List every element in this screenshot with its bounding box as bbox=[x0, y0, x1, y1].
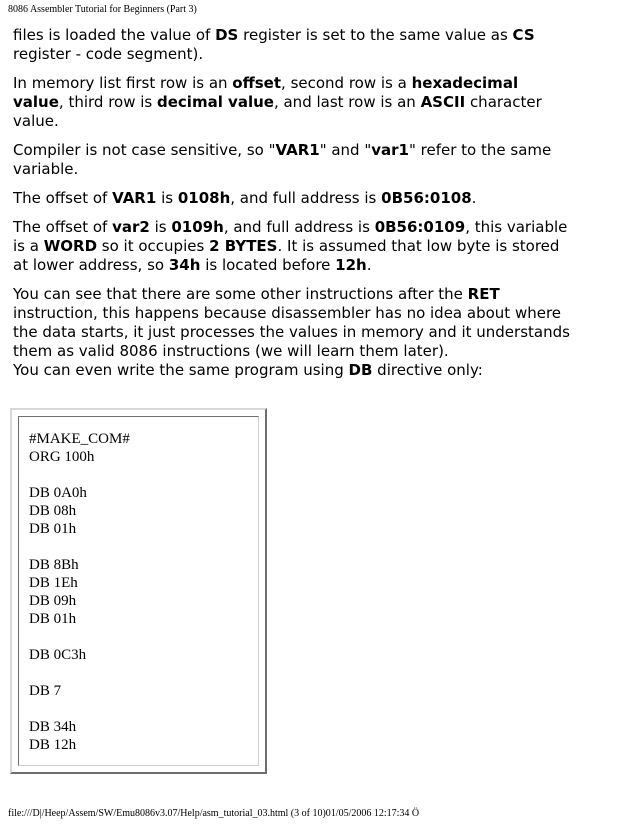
text-run: register is set to the same value as bbox=[238, 26, 513, 44]
page-header: 8086 Assembler Tutorial for Beginners (Part 3) bbox=[8, 4, 197, 15]
text-run: , third row is bbox=[58, 93, 157, 111]
text-run: " and " bbox=[319, 141, 372, 159]
text-run: so it occupies bbox=[97, 237, 210, 255]
paragraph bbox=[13, 361, 573, 380]
code-line: DB 0C3h bbox=[29, 647, 87, 663]
text-run: You can see that there are some other instructions after the bbox=[13, 285, 468, 303]
code-line: ORG 100h bbox=[29, 449, 95, 465]
paragraph bbox=[13, 74, 573, 131]
text-run: , second row is a bbox=[281, 74, 412, 92]
code-blank-line bbox=[29, 700, 130, 718]
bold-term: var2 bbox=[112, 218, 150, 236]
paragraph bbox=[13, 218, 573, 275]
bold-term: 0B56:0108 bbox=[381, 189, 472, 207]
text-run: . bbox=[366, 256, 372, 274]
bold-term: 0108h bbox=[177, 189, 231, 207]
code-blank-line bbox=[29, 628, 130, 646]
bold-term: 0B56:0109 bbox=[374, 218, 466, 236]
code-line: DB 0A0h bbox=[29, 485, 87, 501]
text-run: is bbox=[156, 189, 178, 207]
bold-term: 2 BYTES bbox=[209, 237, 278, 255]
text-run: files is loaded the value of bbox=[13, 26, 216, 44]
text-run: is located before bbox=[200, 256, 336, 274]
code-line: DB 7 bbox=[29, 683, 62, 699]
code-line: DB 01h bbox=[29, 521, 77, 537]
code-line: DB 01h bbox=[29, 611, 77, 627]
bold-term: 0109h bbox=[171, 218, 224, 236]
code-blank-line bbox=[29, 664, 130, 682]
text-run: The offset of bbox=[13, 189, 113, 207]
text-run: " refer to the same variable. bbox=[13, 141, 552, 178]
bold-term: DB bbox=[348, 361, 373, 379]
bold-term: WORD bbox=[43, 237, 98, 255]
bold-term: var1 bbox=[371, 141, 409, 159]
bold-term: ASCII bbox=[420, 93, 466, 111]
bold-term: CS bbox=[512, 26, 535, 44]
bold-term: hexadecimal value bbox=[13, 74, 519, 111]
paragraph bbox=[13, 189, 573, 208]
code-example-box bbox=[10, 408, 267, 774]
text-run: You can even write the same program using bbox=[13, 361, 349, 379]
text-run: . It is assumed that low byte is stored at lower address, so bbox=[13, 237, 560, 274]
code-line: DB 12h bbox=[29, 737, 77, 753]
text-run: Compiler is not case sensitive, so " bbox=[13, 141, 276, 159]
paragraph bbox=[13, 285, 573, 361]
text-run: is bbox=[149, 218, 172, 236]
text-run: The offset of bbox=[13, 218, 113, 236]
bold-term: DS bbox=[215, 26, 239, 44]
page-footer: file:///D|/Heep/Assem/SW/Emu8086v3.07/Help/asm_tutorial_03.html (3 of 10)01/05/2006 12:17:34 Ö bbox=[8, 808, 420, 819]
code-blank-line bbox=[29, 538, 130, 556]
code-line: DB 34h bbox=[29, 719, 77, 735]
bold-term: 12h bbox=[335, 256, 367, 274]
bold-term: offset bbox=[232, 74, 282, 92]
text-run: . bbox=[471, 189, 477, 207]
code-listing bbox=[29, 430, 130, 754]
text-run: , and full address is bbox=[223, 218, 375, 236]
bold-term: 34h bbox=[168, 256, 201, 274]
text-run: , and full address is bbox=[230, 189, 382, 207]
code-blank-line bbox=[29, 466, 130, 484]
text-run: character value. bbox=[13, 93, 542, 130]
text-run: directive only: bbox=[372, 361, 483, 379]
text-run: In memory list first row is an bbox=[13, 74, 233, 92]
text-run: register - code segment). bbox=[13, 45, 204, 63]
text-run: , and last row is an bbox=[273, 93, 421, 111]
paragraph bbox=[13, 26, 573, 64]
text-run: instruction, this happens because disassembler has no idea about where the data starts, it just processes the values in memory and it understands them as valid 8086 instructions (we will learn them later). bbox=[13, 304, 570, 360]
paragraph bbox=[13, 141, 573, 179]
bold-term: RET bbox=[467, 285, 500, 303]
code-line: DB 8Bh bbox=[29, 557, 79, 573]
bold-term: VAR1 bbox=[112, 189, 157, 207]
code-line: DB 09h bbox=[29, 593, 77, 609]
code-line: DB 1Eh bbox=[29, 575, 78, 591]
tutorial-text bbox=[13, 26, 573, 380]
code-line: DB 08h bbox=[29, 503, 77, 519]
bold-term: decimal value bbox=[157, 93, 274, 111]
text-run: , this variable is a bbox=[13, 218, 568, 255]
bold-term: VAR1 bbox=[275, 141, 320, 159]
code-line: #MAKE_COM# bbox=[29, 431, 130, 447]
